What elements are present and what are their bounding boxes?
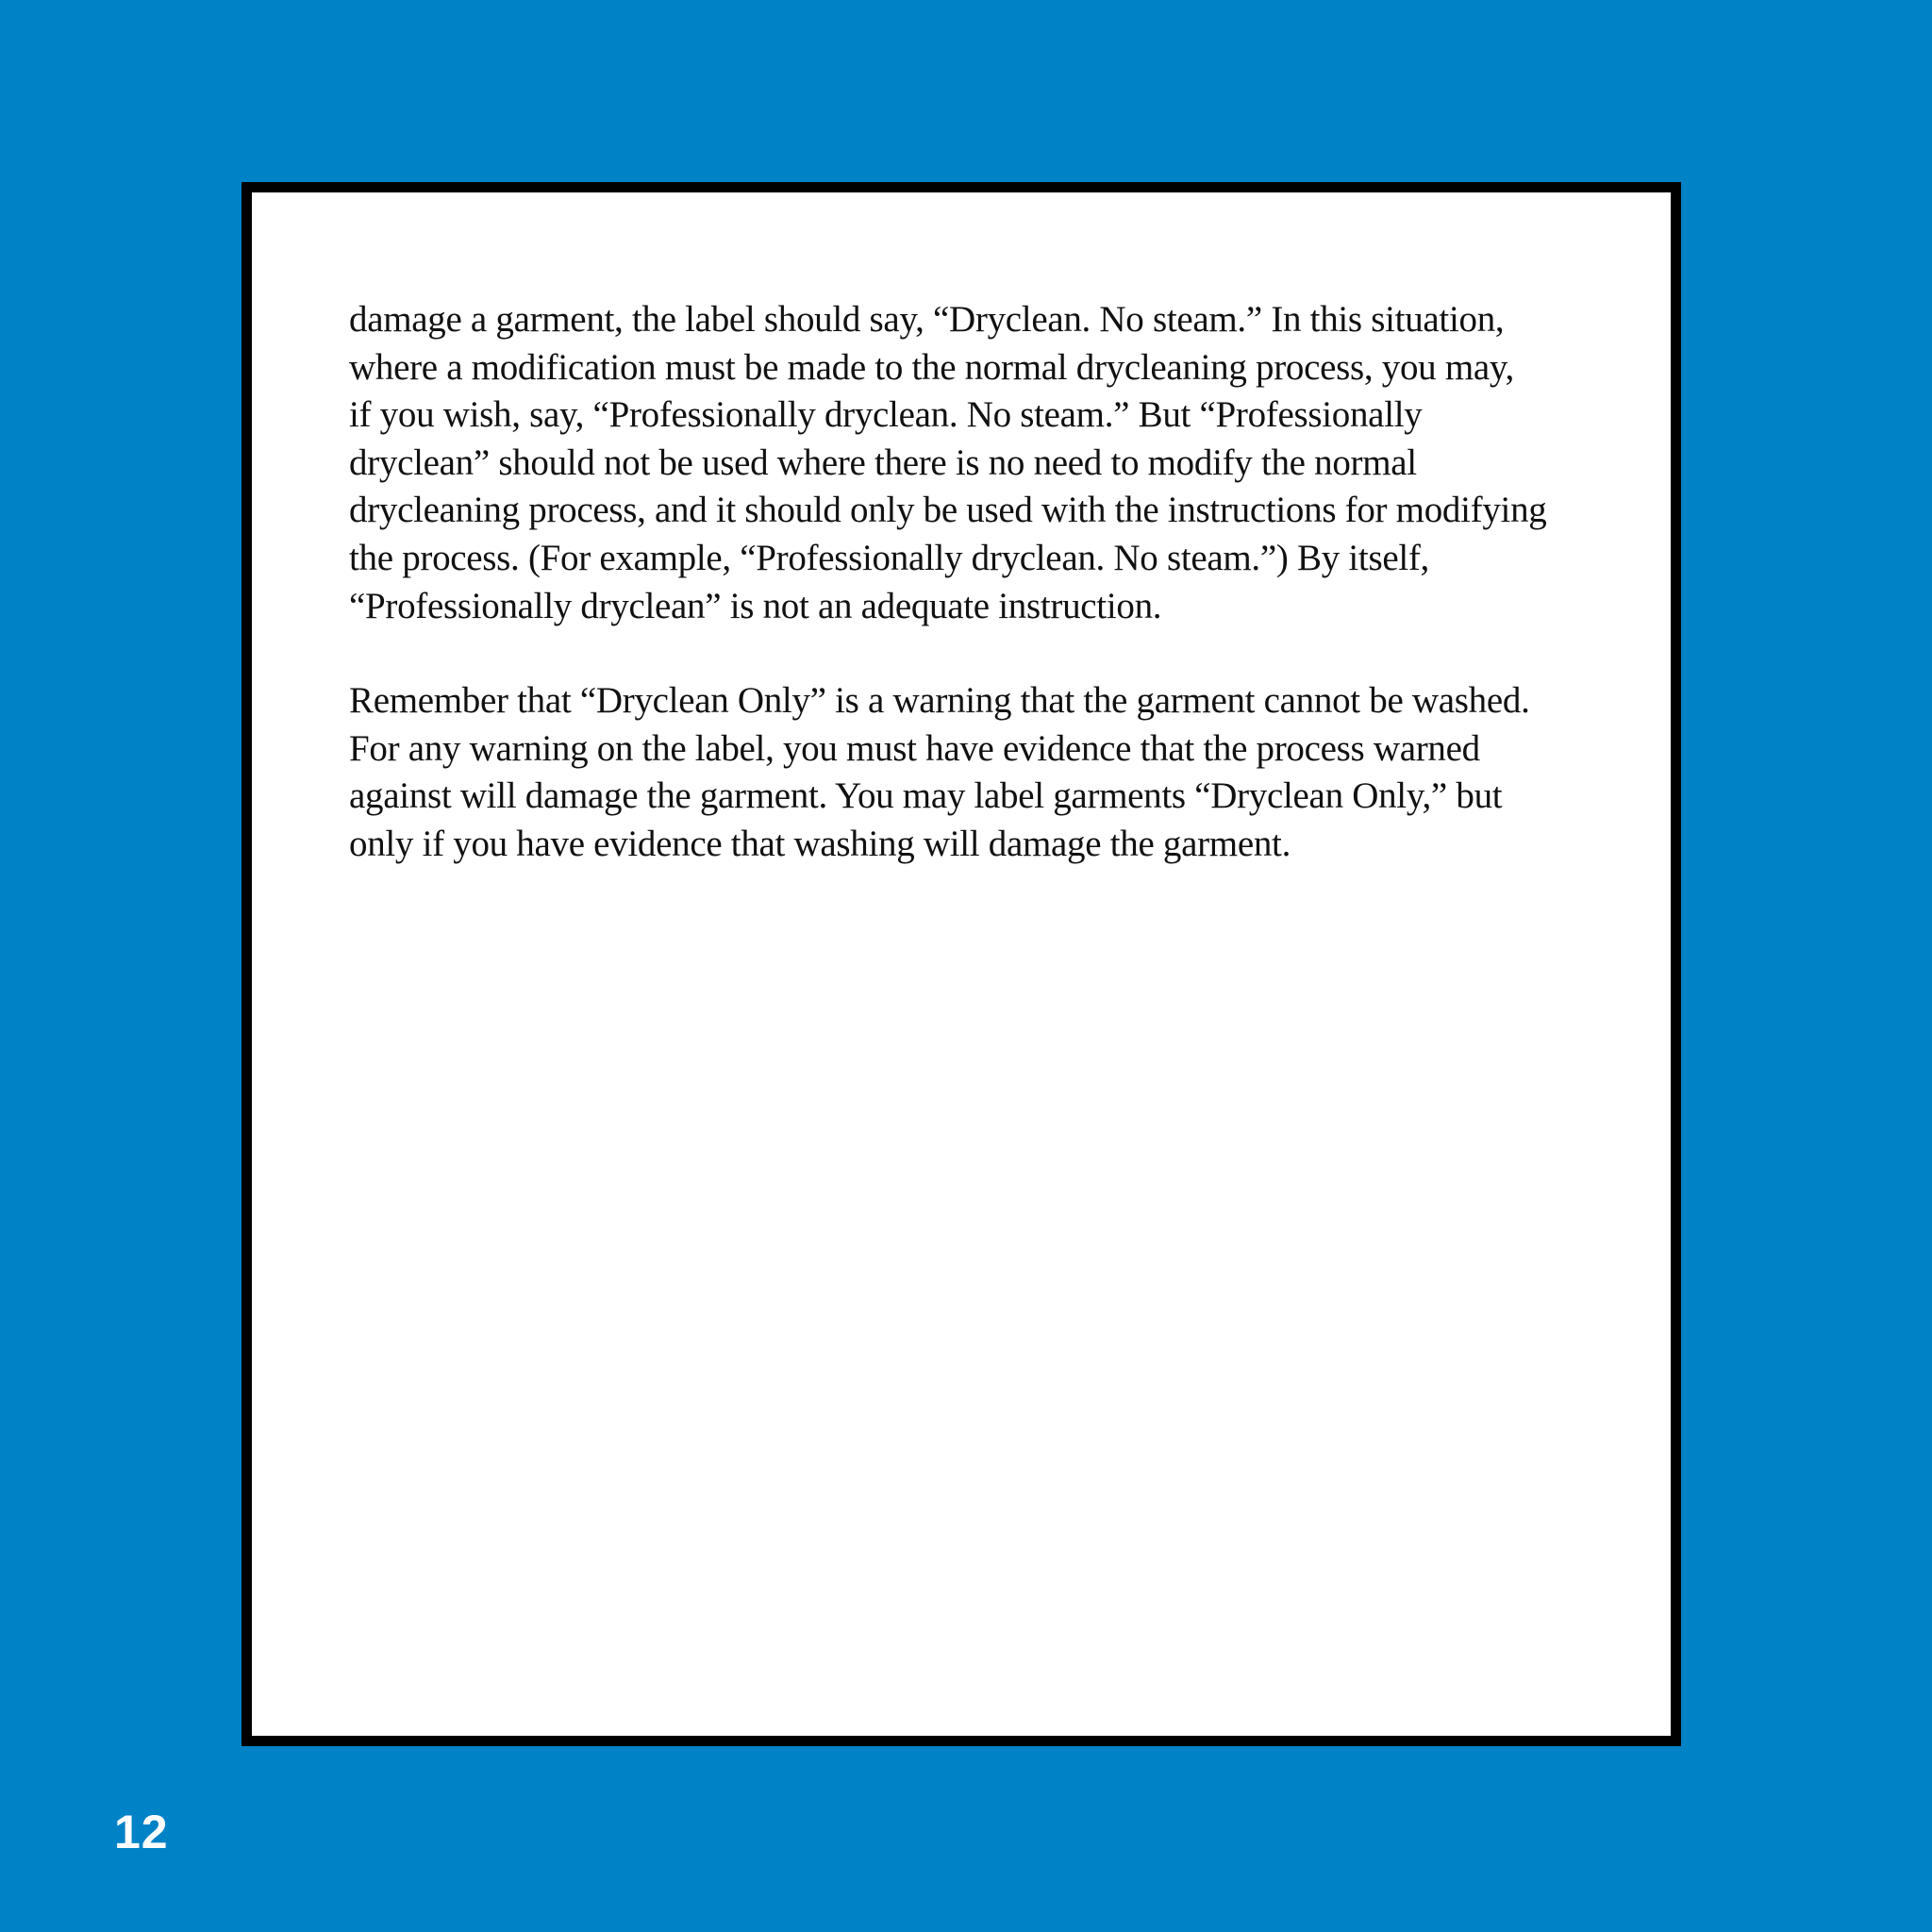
paragraph-professionally-dryclean (349, 296, 1618, 630)
text-line: “Professionally dryclean” is not an adequate instruction. (349, 585, 1162, 626)
content-panel (242, 182, 1681, 1746)
body-text (349, 296, 1618, 869)
paragraph-dryclean-only-warning (349, 677, 1618, 868)
text-line: For any warning on the label, you must have evidence that the process warned (349, 727, 1480, 769)
text-line: dryclean” should not be used where there is no need to modify the normal (349, 441, 1417, 483)
text-line: drycleaning process, and it should only be used with the instructions for modifying (349, 490, 1547, 531)
text-line: only if you have evidence that washing will damage the garment. (349, 823, 1291, 864)
text-line: damage a garment, the label should say, “Dryclean. No steam.” In this situation, (349, 299, 1505, 340)
text-line: against will damage the garment. You may label garments “Dryclean Only,” but (349, 775, 1503, 817)
text-line: the process. (For example, “Professionally dryclean. No steam.”) By itself, (349, 537, 1430, 578)
page-number: 12 (114, 1806, 169, 1858)
text-line: where a modification must be made to the normal drycleaning process, you may, (349, 346, 1514, 388)
text-line: if you wish, say, “Professionally dryclean. No steam.” But “Professionally (349, 394, 1423, 436)
text-line: Remember that “Dryclean Only” is a warning that the garment cannot be washed. (349, 680, 1530, 722)
